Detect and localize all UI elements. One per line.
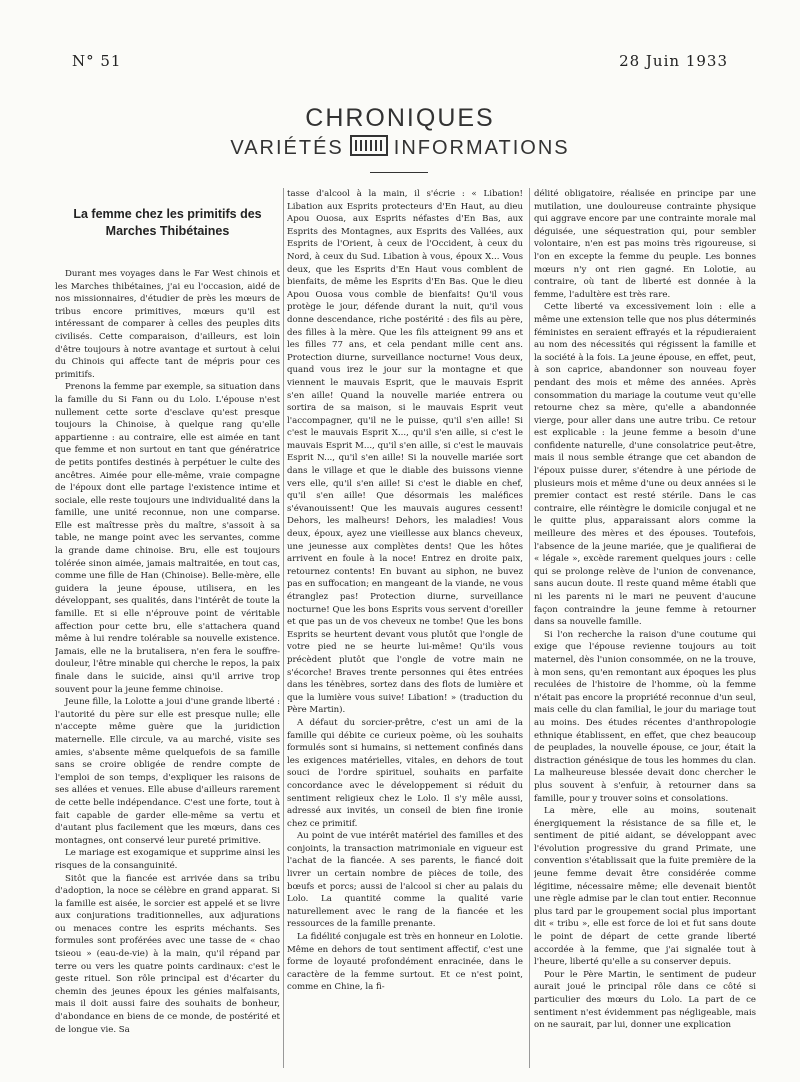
masthead-title: CHRONIQUES [305, 104, 495, 132]
paragraph: tasse d'alcool à la main, il s'écrie : « Libation! Libation aux Esprits protecteurs d'En Haut, au dieu Apou Ouosa, aux Esprits néfastes d'En Bas, aux Esprits des Montagnes, aux Esprits des Vallées, aux Esprits de l'Orient, à ceux de l'Occident, à ceux du Nord, à ceux du Sud. Libation à vous, époux X... Vous deux, que les Esprits d'En Haut vous comblent de bienfaits, de même les Esprits d'En Bas. Que le dieu Apou Ouosa vous comble de bienfaits! Qu'il vous protège le jour, défende durant la nuit, qu'il vous donne descendance, riche postérité : des fils au père, des filles à la mère. Que les fils atteignent 99 ans et les filles 77 ans, et cela pendant mille cent ans. Protection diurne, surveillance nocturne! Vous deux, quand vous irez le jour sur la montagne et que viennent le mauvais Esprit, que le mauvais Esprit s'en aille! Quand la nouvelle mariée entrera ou sortira de sa maison, si le mauvais Esprit veut l'accompagner, qu'il ne le puisse, qu'il s'en aille! Si c'est le mauvais Esprit X..., qu'il s'en aille, si c'est le mauvais Esprit M..., qu'il s'en aille, si c'est le mauvais Esprit N..., qu'il s'en aille! Si la nouvelle mariée sort dans le village et que le diable des buissons vienne vers elle, qu'il s'en aille! Si c'est le diable en chef, qu'il s'en aille! Que désormais les maléfices s'évanouissent! Que les mauvais augures cessent! Dehors, les malheurs! Dehors, les maladies! Vous deux, époux, ayez une vieillesse aux blancs cheveux, une jeunesse aux complètes dents! Que les hôtes arrivent en foule à la noce! Entrez en droite paix, retournez contents! En buvant au siphon, ne buvez pas en suffocation; en mangeant de la viande, ne vous étranglez pas! Protection diurne, surveillance nocturne! Que les bons Esprits vous servent d'oreiller et que pas un de vos cheveux ne tombe! Que les bons Esprits se heurtent devant vous plutôt que l'ongle de votre pied ne se heurte lui-même! Qu'ils vous précèdent plutôt que l'ongle de votre main ne s'écorche! Braves trente personnes qui êtes entrées dans les ténèbres, sortez dans des flots de lumière et que la lumière vous suive! Libation! » (traduction du Père Martin). [287, 189, 523, 716]
paragraph: La fidélité conjugale est très en honneur en Lolotie. Même en dehors de tout sentiment affectif, c'est une forme de loyauté profondément enracinée, dans le caractère de la femme surtout. Et ce n'est point, comme en Chine, la fi- [287, 932, 523, 993]
column-1 [55, 192, 280, 1072]
paragraph: Sitôt que la fiancée est arrivée dans sa tribu d'adoption, la noce se célèbre en grand apparat. Si la famille est aisée, le sorcier est appelé et se livre aux conjurations traditionnelles, aux adjurations ou menaces contre les esprits méchants. Ses formules sont proférées avec une tasse de « chao tsieou » (eau-de-vie) à la main, qu'il répand par terre ou vers les quatre points cardinaux: c'est le geste rituel. Son rôle principal est d'écarter du chemin des jeunes époux les génies malfaisants, mais il doit aussi faire des souhaits de bonheur, d'abondance en biens de ce monde, de postérité et de longue vie. Sa [55, 873, 280, 1035]
issue-date: 28 Juin 1933 [619, 52, 728, 70]
paragraph: Prenons la femme par exemple, sa situation dans la famille du Si Fann ou du Lolo. L'épouse n'est nullement cette sorte d'esclave qu'est presque toujours la Chinoise, à quelque rang qu'elle appartienne : au contraire, elle est aimée en tant que femme et non surtout en tant que génératrice de petits pontifes destinés à perpétuer le culte des ancêtres. Aimée pour elle-même, vraie compagne de l'époux dont elle partage l'existence intime et sociale, elle reste toujours une individualité dans la famille, une unité reconnue, non une comparse. Elle est maîtresse près du maître, s'assoit à sa table, ne mange point avec les servantes, comme la grande dame chinoise. Bru, elle est toujours tolérée sinon aimée, jamais maltraitée, en tout cas, comme une fille de Han (Chinoise). Belle-mère, elle guidera la jeune épouse, utilisera, en les développant, ses qualités, dans l'intérêt de toute la famille. Et si elle n'éprouve point de véritable affection pour cette bru, elle s'attachera quand même à lui rendre tolérable sa nouvelle existence. Jamais, elle ne la brutalisera, n'en fera le souffre-douleur, l'être minable qui cherche le repos, la paix finale dans le suicide, ainsi qu'il arrive trop souvent pour la jeune femme chinoise. [55, 382, 280, 695]
paragraph: Cette liberté va excessivement loin : elle a même une extension telle que nos plus déterminés féministes en seraient effrayés et la répudieraient au nom des nécessités qui régissent la famille et la société à la fois. La jeune épouse, en effet, peut, à son caprice, abandonner son nouveau foyer pendant des mois et même des années. Après consommation du mariage la coutume veut qu'elle retourne chez sa mère, qu'elle a abandonnée vierge, pour aller dans une autre tribu. Ce retour est explicable : la jeune femme a besoin d'une confidente naturelle, d'une consolatrice peut-être, mais il nous semble étrange que cet abandon de l'époux puisse durer, s'étendre à une période de plusieurs mois et même d'une ou deux années si le premier contact est resté stérile. Dans le cas contraire, elle réintègre le domicile conjugal et ne le quitte plus, apparaissant alors comme la meilleure des mères et des épouses. Toutefois, l'absence de la jeune mariée, que je qualifierai de « légale », excède rarement quelques jours : celle qui se prolonge relève de l'union de convenance, sans aucun doute. Il reste quand même établi que ni les parents ni le mari ne peuvent d'aucune façon contraindre la jeune femme à retourner dans sa nouvelle famille. [534, 302, 756, 628]
paragraph: Pour le Père Martin, le sentiment de pudeur aurait joué le principal rôle dans ce côté si particulier des mœurs du Lolo. La part de ce sentiment n'est évidemment pas négligeable, mais on ne saurait, par lui, donner une explication [534, 969, 756, 1031]
paragraph: Durant mes voyages dans le Far West chinois et les Marches thibétaines, j'ai eu l'occasion, aidé de nos missionnaires, d'étudier de près les mœurs de tribus encore primitives, mœurs qu'il est intéressant de comparer à celles des peuples dits civilisés. Cette comparaison, d'ailleurs, est loin d'être toujours à notre avantage et surtout à celui du Chinois qui affecte tant de mépris pour ces primitifs. [55, 269, 280, 380]
paragraph: Jeune fille, la Lolotte a joui d'une grande liberté : l'autorité du père sur elle est presque nulle; elle n'accepte même guère que la juridiction maternelle. Elle circule, va au marché, visite ses amies, s'absente même quelquefois de sa famille sans se croire obligée de rendre compte de l'emploi de son temps, d'expliquer les raisons de ses allées et venues. Elle abuse d'ailleurs rarement de cette belle indépendance. C'est une forte, tout à fait capable de garder elle-même sa vertu et d'autant plus facilement que les mœurs, dans ces montagnes, ont conservé leur pureté primitive. [55, 697, 280, 846]
article-title: La femme chez les primitifs des Marches Thibétaines [73, 207, 262, 238]
column-divider [283, 188, 284, 1068]
masthead-rule [370, 172, 428, 173]
masthead-left: VARIÉTÉS [230, 137, 344, 159]
paragraph: A défaut du sorcier-prêtre, c'est un ami de la famille qui débite ce curieux poème, où les souhaits formulés sont si humains, si nettement confinés dans les exigences matérielles, vitales, en dehors de tout souci de l'ordre spirituel, souhaits en parfaite concordance avec le développement si réduit du sentiment religieux chez le Lolo. Il s'y mêle aussi, adressé aux invités, un conseil de bien fine ironie chez ce primitif. [287, 717, 523, 829]
paragraph: Au point de vue intérêt matériel des familles et des conjoints, la transaction matrimoniale en vigueur est l'achat de la fiancée. A ses parents, le fiancé doit livrer un certain nombre de pièces de toile, des bœufs et porcs; aussi de l'alcool si cher au palais du Lolo. La quantité comme la qualité varie naturellement avec le rang de la fiancée et les ressources de la famille prenante. [287, 831, 523, 930]
masthead-right: INFORMATIONS [393, 137, 570, 159]
paragraph: La mère, elle au moins, soutenait énergiquement la résistance de sa fille et, le sentiment de pitié aidant, se développant avec l'évolution progressive du grand Primate, une convention s'établissait que la fuite première de la jeune femme devait être considérée comme légitime, nécessaire même; elle devenait bientôt une règle admise par le clan tout entier. Reconnue plus tard par le groupement social plus important dit « tribu », elle est force de loi et fut sans doute le point de départ de cette grande liberté accordée à la femme, que j'ai signalée tout à l'heure, liberté qu'elle a su conserver depuis. [534, 806, 756, 968]
paragraph: Si l'on recherche la raison d'une coutume qui exige que l'épouse revienne toujours au toit maternel, dès l'union consommée, on ne la trouve, à mon sens, qu'en remontant aux époques les plus reculées de l'histoire de l'homme, où la femme n'était pas encore la propriété reconnue d'un seul, mais celle du clan familial, le jour du mariage tout au moins. Des études récentes d'anthropologie ethnique établissent, en effet, que chez beaucoup de peuplades, la nouvelle épouse, ce jour, était la distraction génésique de tous les hommes du clan. La malheureuse blessée devait donc chercher le plus souvent à s'enfuir, à retourner dans sa famille, pour y trouver soins et consolations. [534, 629, 756, 804]
paragraph: Le mariage est exogamique et supprime ainsi les risques de la consanguinité. [55, 848, 280, 871]
masthead-subtitle [0, 135, 800, 160]
column-3 [534, 188, 756, 1068]
column-divider [529, 188, 530, 1068]
issue-number: N° 51 [72, 52, 122, 70]
paragraph: délité obligatoire, réalisée en principe par une mutilation, une douloureuse contrainte physique qui aggrave encore par une contrainte morale mal déguisée, une séquestration qui, pour sembler volontaire, n'en est pas moins très rigoureuse, si l'on en excepte la femme du peuple. Les bonnes mœurs n'y ont rien gagné. En Lolotie, au contraire, où tant de liberté est donnée à la femme, l'adultère est très rare. [534, 189, 756, 300]
column-2 [287, 188, 523, 1068]
ornament-icon [350, 135, 388, 156]
